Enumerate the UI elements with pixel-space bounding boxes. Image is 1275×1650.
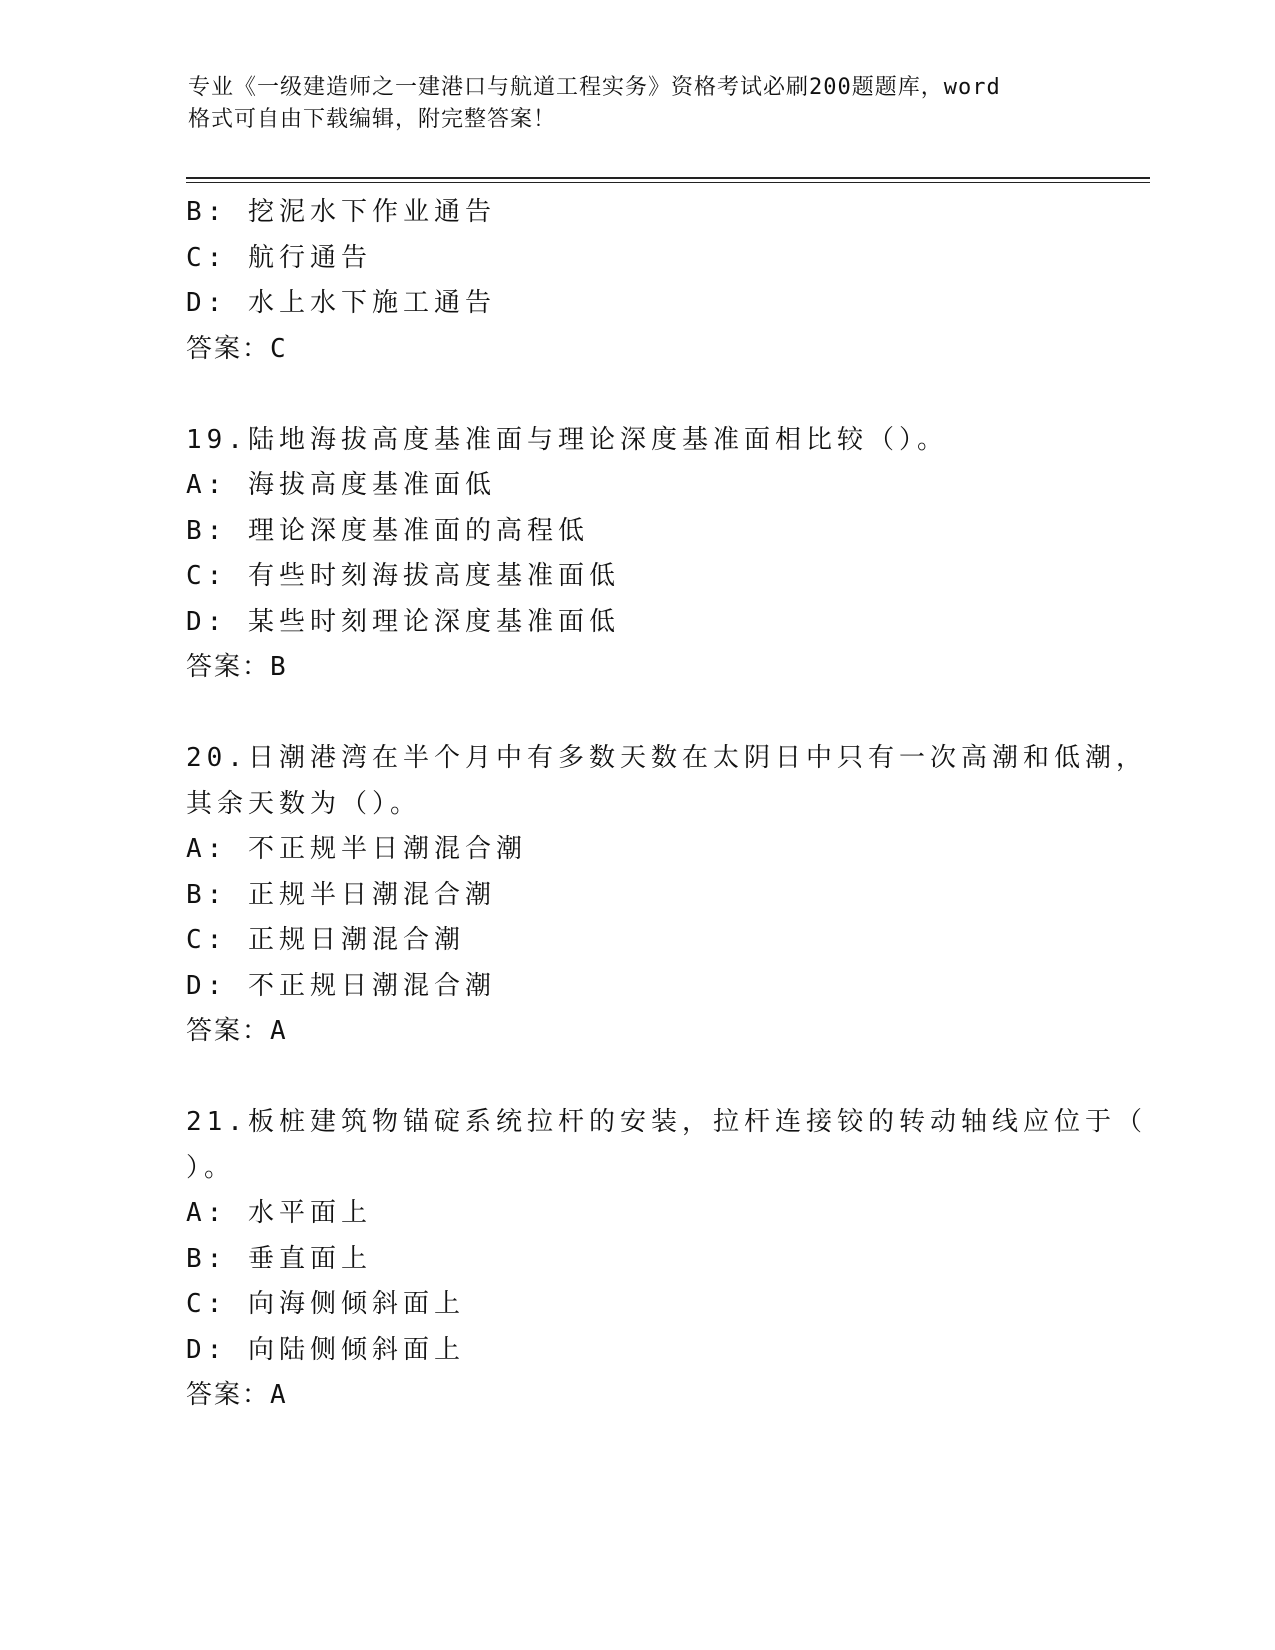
option-b: B: 垂直面上 (186, 1243, 372, 1274)
option-a: A: 不正规半日潮混合潮 (186, 834, 527, 864)
answer-value: B (270, 652, 287, 682)
answer-label: 答案： (186, 652, 271, 682)
option-c: C: 航行通告 (186, 242, 372, 273)
option-d: D: 不正规日潮混合潮 (186, 970, 496, 1001)
answer-line (186, 327, 1086, 373)
question-stem: 20.日潮港湾在半个月中有多数天数在太阴日中只有一次高潮和低潮， (186, 743, 1147, 773)
option-a: A: 海拔高度基准面低 (186, 470, 496, 500)
question-21 (186, 1100, 1147, 1419)
answer-line (186, 1373, 1086, 1419)
question-20 (186, 736, 1147, 1055)
question-18-continued (186, 190, 1086, 372)
option-a: A: 水平面上 (186, 1198, 372, 1228)
answer-label: 答案： (186, 1380, 271, 1410)
option-c: C: 正规日潮混合潮 (186, 925, 465, 955)
answer-line (186, 645, 1086, 691)
option-b: B: 理论深度基准面的高程低 (186, 515, 589, 546)
option-d: D: 水上水下施工通告 (186, 288, 496, 318)
question-stem: 21.板桩建筑物锚碇系统拉杆的安装，拉杆连接铰的转动轴线应位于（ (186, 1107, 1147, 1137)
option-c: C: 向海侧倾斜面上 (186, 1289, 465, 1319)
answer-value: A (270, 1016, 287, 1046)
question-stem: 19.陆地海拔高度基准面与理论深度基准面相比较（）。 (186, 424, 948, 455)
question-stem-continued: ）。 (186, 1152, 236, 1183)
spacer (186, 1055, 1086, 1101)
header-divider-thick (186, 177, 1150, 179)
document-header (188, 72, 1068, 136)
answer-label: 答案： (186, 333, 271, 364)
question-stem-continued: 其余天数为（）。 (186, 788, 422, 819)
answer-value: A (270, 1380, 287, 1410)
header-divider-thin (186, 182, 1150, 183)
answer-value: C (270, 333, 287, 364)
option-b: B: 正规半日潮混合潮 (186, 879, 496, 910)
option-d: D: 向陆侧倾斜面上 (186, 1334, 465, 1365)
header-line-2: 格式可自由下载编辑，附完整答案！ (188, 107, 557, 132)
answer-label: 答案： (186, 1016, 271, 1046)
option-d: D: 某些时刻理论深度基准面低 (186, 606, 620, 637)
header-line-1: 专业《一级建造师之一建港口与航道工程实务》资格考试必刷200题题库，word (188, 75, 1001, 100)
answer-line (186, 1009, 1086, 1055)
spacer (186, 372, 1086, 418)
spacer (186, 691, 1086, 737)
option-b: B: 挖泥水下作业通告 (186, 197, 496, 227)
question-list (186, 190, 1147, 1419)
question-19 (186, 418, 1086, 691)
option-c: C: 有些时刻海拔高度基准面低 (186, 561, 620, 591)
